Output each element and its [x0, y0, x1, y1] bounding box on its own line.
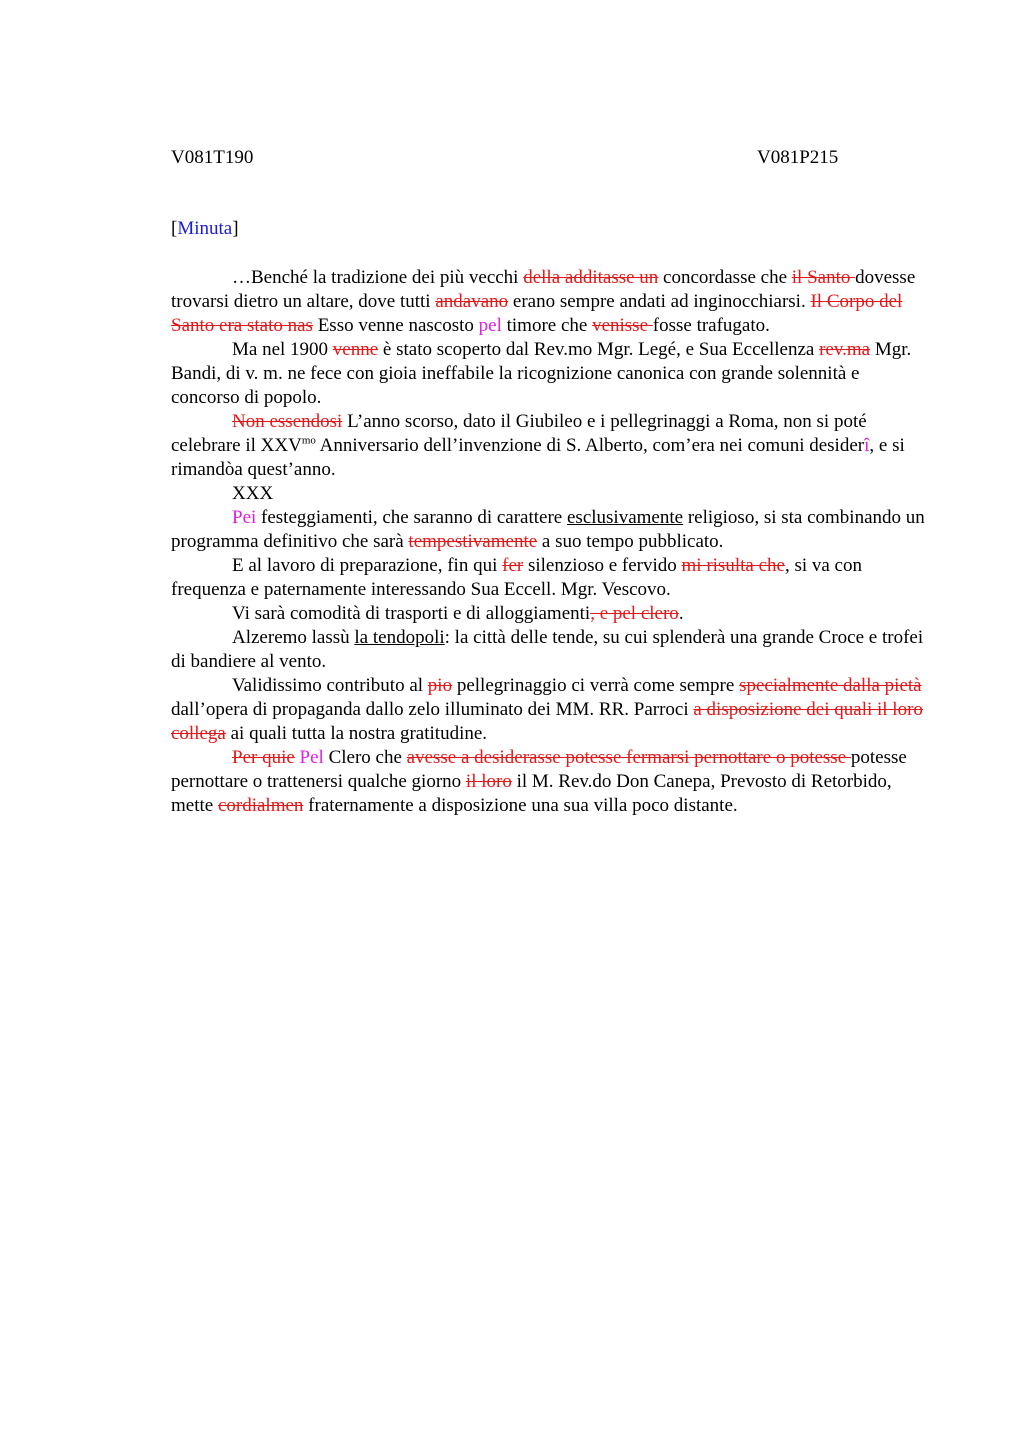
paragraph-8: [171, 626, 927, 674]
text: fraternamente a disposizione una sua villa poco distante.: [303, 795, 738, 816]
text: , si va con frequenza e paternamente interessando Sua Eccell. Mgr. Vescovo.: [171, 555, 862, 600]
text: pellegrinaggio ci verrà come sempre: [452, 675, 740, 696]
text: erano sempre andati ad inginocchiarsi.: [508, 291, 811, 312]
paragraph-9: [171, 674, 927, 746]
deletion: il loro: [465, 771, 512, 792]
label-text: Minuta: [177, 218, 233, 239]
deletion: venisse: [592, 315, 653, 336]
superscript: mo: [301, 434, 316, 447]
paragraph-7: [171, 602, 927, 626]
deletion: andavano: [435, 291, 509, 312]
section-marker: XXX: [232, 483, 274, 504]
text: L’anno scorso, dato il Giubileo e i pellegrinaggi a Roma, non si poté celebrare il XXV: [171, 411, 867, 456]
paragraph-3: [171, 410, 927, 482]
minuta-label: [171, 218, 239, 240]
text: silenzioso e fervido: [523, 555, 682, 576]
text: a suo tempo pubblicato.: [537, 531, 724, 552]
paragraph-10: [171, 746, 927, 818]
paragraph-4: [171, 482, 927, 506]
text: religioso, si sta combinando un programma definitivo che sarà: [171, 507, 925, 552]
text: Vi sarà comodità di trasporti e di alloggiamenti: [232, 603, 591, 624]
deletion: rev.ma: [819, 339, 871, 360]
insertion: Pei: [232, 507, 257, 528]
text: Clero che: [323, 747, 407, 768]
deletion: della additasse un: [523, 267, 659, 288]
label-close-bracket: ]: [232, 218, 239, 239]
deletion: tempestivamente: [408, 531, 538, 552]
text: fosse trafugato.: [652, 315, 770, 336]
text: .: [678, 603, 684, 624]
deletion: avesse a desiderasse potesse fermarsi pernottare o potesse: [406, 747, 851, 768]
deletion: specialmente dalla pietà: [739, 675, 922, 696]
text: E al lavoro di preparazione, fin qui: [232, 555, 503, 576]
text: Validissimo contributo al: [232, 675, 428, 696]
document-body: [171, 266, 927, 818]
text: Esso venne nascosto: [312, 315, 479, 336]
paragraph-6: [171, 554, 927, 602]
text: potesse pernottare o trattenersi qualche giorno: [171, 747, 907, 792]
text: Alzeremo lassù: [232, 627, 355, 648]
text: Mgr. Bandi, di v. m. ne fece con gioia ineffabile la ricognizione canonica con grande solennità e concorso di popolo.: [171, 339, 912, 408]
text: : la città delle tende, su cui splenderà una grande Croce e trofei di bandiere al vento.: [171, 627, 924, 672]
deletion: fer: [502, 555, 524, 576]
deletion: pio: [427, 675, 453, 696]
deletion: Per quie: [232, 747, 295, 768]
paragraph-1: [171, 266, 927, 338]
deletion: Non essendosi: [232, 411, 343, 432]
deletion: a disposizione dei quali il loro collega: [171, 699, 923, 744]
deletion: , e pel clero: [590, 603, 679, 624]
deletion: mi risulta che: [681, 555, 785, 576]
text: il M. Rev.do Don Canepa, Prevosto di Retorbido, mette: [171, 771, 892, 816]
deletion: il Santo: [791, 267, 856, 288]
text: timore che: [501, 315, 593, 336]
text: dovesse trovarsi dietro un altare, dove tutti: [171, 267, 916, 312]
text: , e si rimandòa quest’anno.: [171, 435, 905, 480]
text: festeggiamenti, che saranno di carattere: [256, 507, 567, 528]
insertion: î: [864, 435, 870, 456]
text: ai quali tutta la nostra gratitudine.: [225, 723, 488, 744]
deletion: venne: [332, 339, 379, 360]
underlined-text: la tendopoli: [354, 627, 445, 648]
text: è stato scoperto dal Rev.mo Mgr. Legé, e Sua Eccellenza: [378, 339, 820, 360]
document-code-left: V081T190: [171, 147, 254, 168]
deletion: cordialmen: [217, 795, 304, 816]
paragraph-5: [171, 506, 927, 554]
paragraph-2: [171, 338, 927, 410]
text: Ma nel 1900: [232, 339, 333, 360]
underlined-text: esclusivamente: [567, 507, 684, 528]
label-open-bracket: [: [171, 218, 178, 239]
insertion: pel: [478, 315, 502, 336]
text: concordasse che: [658, 267, 792, 288]
insertion: Pel: [299, 747, 324, 768]
document-code-right: V081P215: [757, 147, 839, 168]
text: …Benché la tradizione dei più vecchi: [232, 267, 524, 288]
text: dall’opera di propaganda dallo zelo illuminato dei MM. RR. Parroci: [171, 699, 694, 720]
deletion: Il Corpo del Santo era stato nas: [171, 291, 903, 336]
text: Anniversario dell’invenzione di S. Alberto, com’era nei comuni desider: [315, 435, 865, 456]
